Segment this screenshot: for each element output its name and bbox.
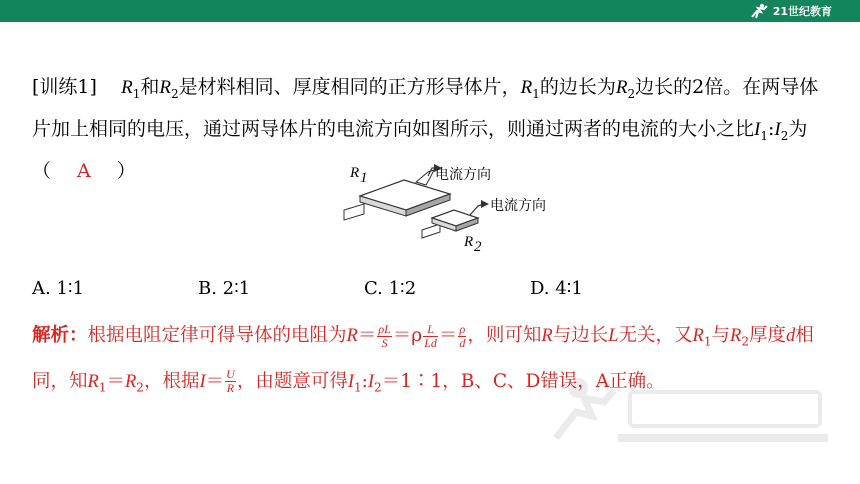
text: 相同，知 [32, 325, 814, 392]
label-r1-sub: 1 [360, 170, 368, 186]
numerator: ρ [459, 321, 466, 336]
text: 无关，又 [618, 325, 693, 346]
conductor-diagram [330, 158, 570, 254]
var-r2: R [730, 326, 742, 346]
var-i1: I [347, 371, 354, 392]
var-i2: I [774, 118, 781, 140]
current-label-2: 电流方向 [490, 198, 546, 214]
option-b[interactable]: B. 2∶1 [198, 278, 251, 299]
sub: 2 [136, 380, 144, 395]
var-d: d [785, 326, 796, 346]
sub: 1 [98, 380, 107, 395]
text: ＝ [357, 325, 377, 346]
var-r2: R [159, 77, 171, 98]
runner-logo-icon [748, 3, 770, 19]
text: 是材料相同、厚度相同的正方形导体片， [178, 76, 521, 98]
denominator: S [381, 335, 388, 350]
option-a[interactable]: A. 1∶1 [32, 278, 85, 299]
text: ） [116, 159, 136, 182]
var-r2: R [615, 77, 628, 98]
sub: 1 [703, 334, 712, 349]
text: ＝ρ [392, 325, 423, 346]
sub: 2 [627, 86, 636, 101]
numerator: ρL [378, 321, 391, 336]
sub: 2 [170, 86, 179, 101]
text: 厚度 [748, 325, 786, 346]
label-r1: R [350, 165, 360, 181]
var-r1: R [520, 77, 533, 98]
text: 的边长为 [539, 76, 616, 98]
problem-tag: [训练1] [32, 76, 97, 98]
text: 与边长 [552, 325, 609, 346]
fraction-rho-over-d [458, 323, 466, 350]
numerator: U [226, 367, 235, 382]
text: ＝ [205, 370, 225, 392]
text: ＝ [438, 325, 458, 346]
text: 根据电阻定律可得导体的电阻为 [87, 325, 347, 346]
sub: 2 [741, 334, 749, 349]
denominator: R [226, 381, 235, 396]
sub: 2 [374, 380, 382, 395]
denominator: d [459, 335, 466, 350]
var-l: L [608, 326, 619, 346]
text: ，由题意可得 [236, 370, 348, 392]
answer-letter: A [77, 159, 91, 182]
logo-text: 21世纪教育 [772, 5, 832, 18]
label-r2: R [464, 234, 474, 250]
var-r2: R [124, 371, 137, 392]
fraction-rhoL-over-S [377, 323, 391, 350]
text: ＝ [106, 370, 125, 392]
watermark-logo [548, 368, 838, 452]
current-label-1: 电流方向 [435, 167, 491, 183]
top-banner [0, 0, 860, 22]
var-r1: R [121, 77, 133, 98]
sub: 1 [760, 128, 768, 143]
sub: 1 [354, 380, 362, 395]
var-r1: R [692, 326, 704, 346]
sub: 2 [780, 128, 789, 143]
answer-options [32, 278, 832, 302]
text: 与 [711, 325, 731, 346]
denominator: Ld [424, 335, 437, 350]
fraction-U-over-R [225, 368, 236, 395]
option-d[interactable]: D. 4∶1 [530, 278, 583, 299]
var-i2: I [367, 371, 375, 392]
var-i1: I [754, 118, 761, 140]
numerator: L [423, 323, 438, 337]
text: 和 [140, 76, 160, 98]
var-i: I [199, 371, 206, 392]
text: ，根据 [143, 370, 200, 392]
fraction-L-over-Ld [423, 323, 438, 350]
text: 为（ [32, 117, 808, 182]
var-r: R [541, 326, 553, 346]
sub: 1 [132, 86, 141, 101]
text: : [361, 370, 368, 392]
var-r1: R [87, 371, 99, 392]
text: 边长的2倍。在两导体片加上相同的电压，通过两导体片的电流方向如图所示，则通过两者的电流的大小之比 [32, 76, 819, 140]
label-r2-sub: 2 [474, 239, 482, 254]
var-r: R [346, 326, 358, 346]
text: ，则可知 [467, 325, 542, 346]
option-c[interactable]: C. 1∶2 [364, 278, 417, 299]
text: : [767, 117, 775, 140]
text: ＝1∶1，B、C、D错误，A正确。 [381, 370, 665, 392]
sub: 1 [532, 86, 540, 101]
analysis-label: 解析： [32, 325, 88, 346]
brand-logo [748, 2, 832, 20]
